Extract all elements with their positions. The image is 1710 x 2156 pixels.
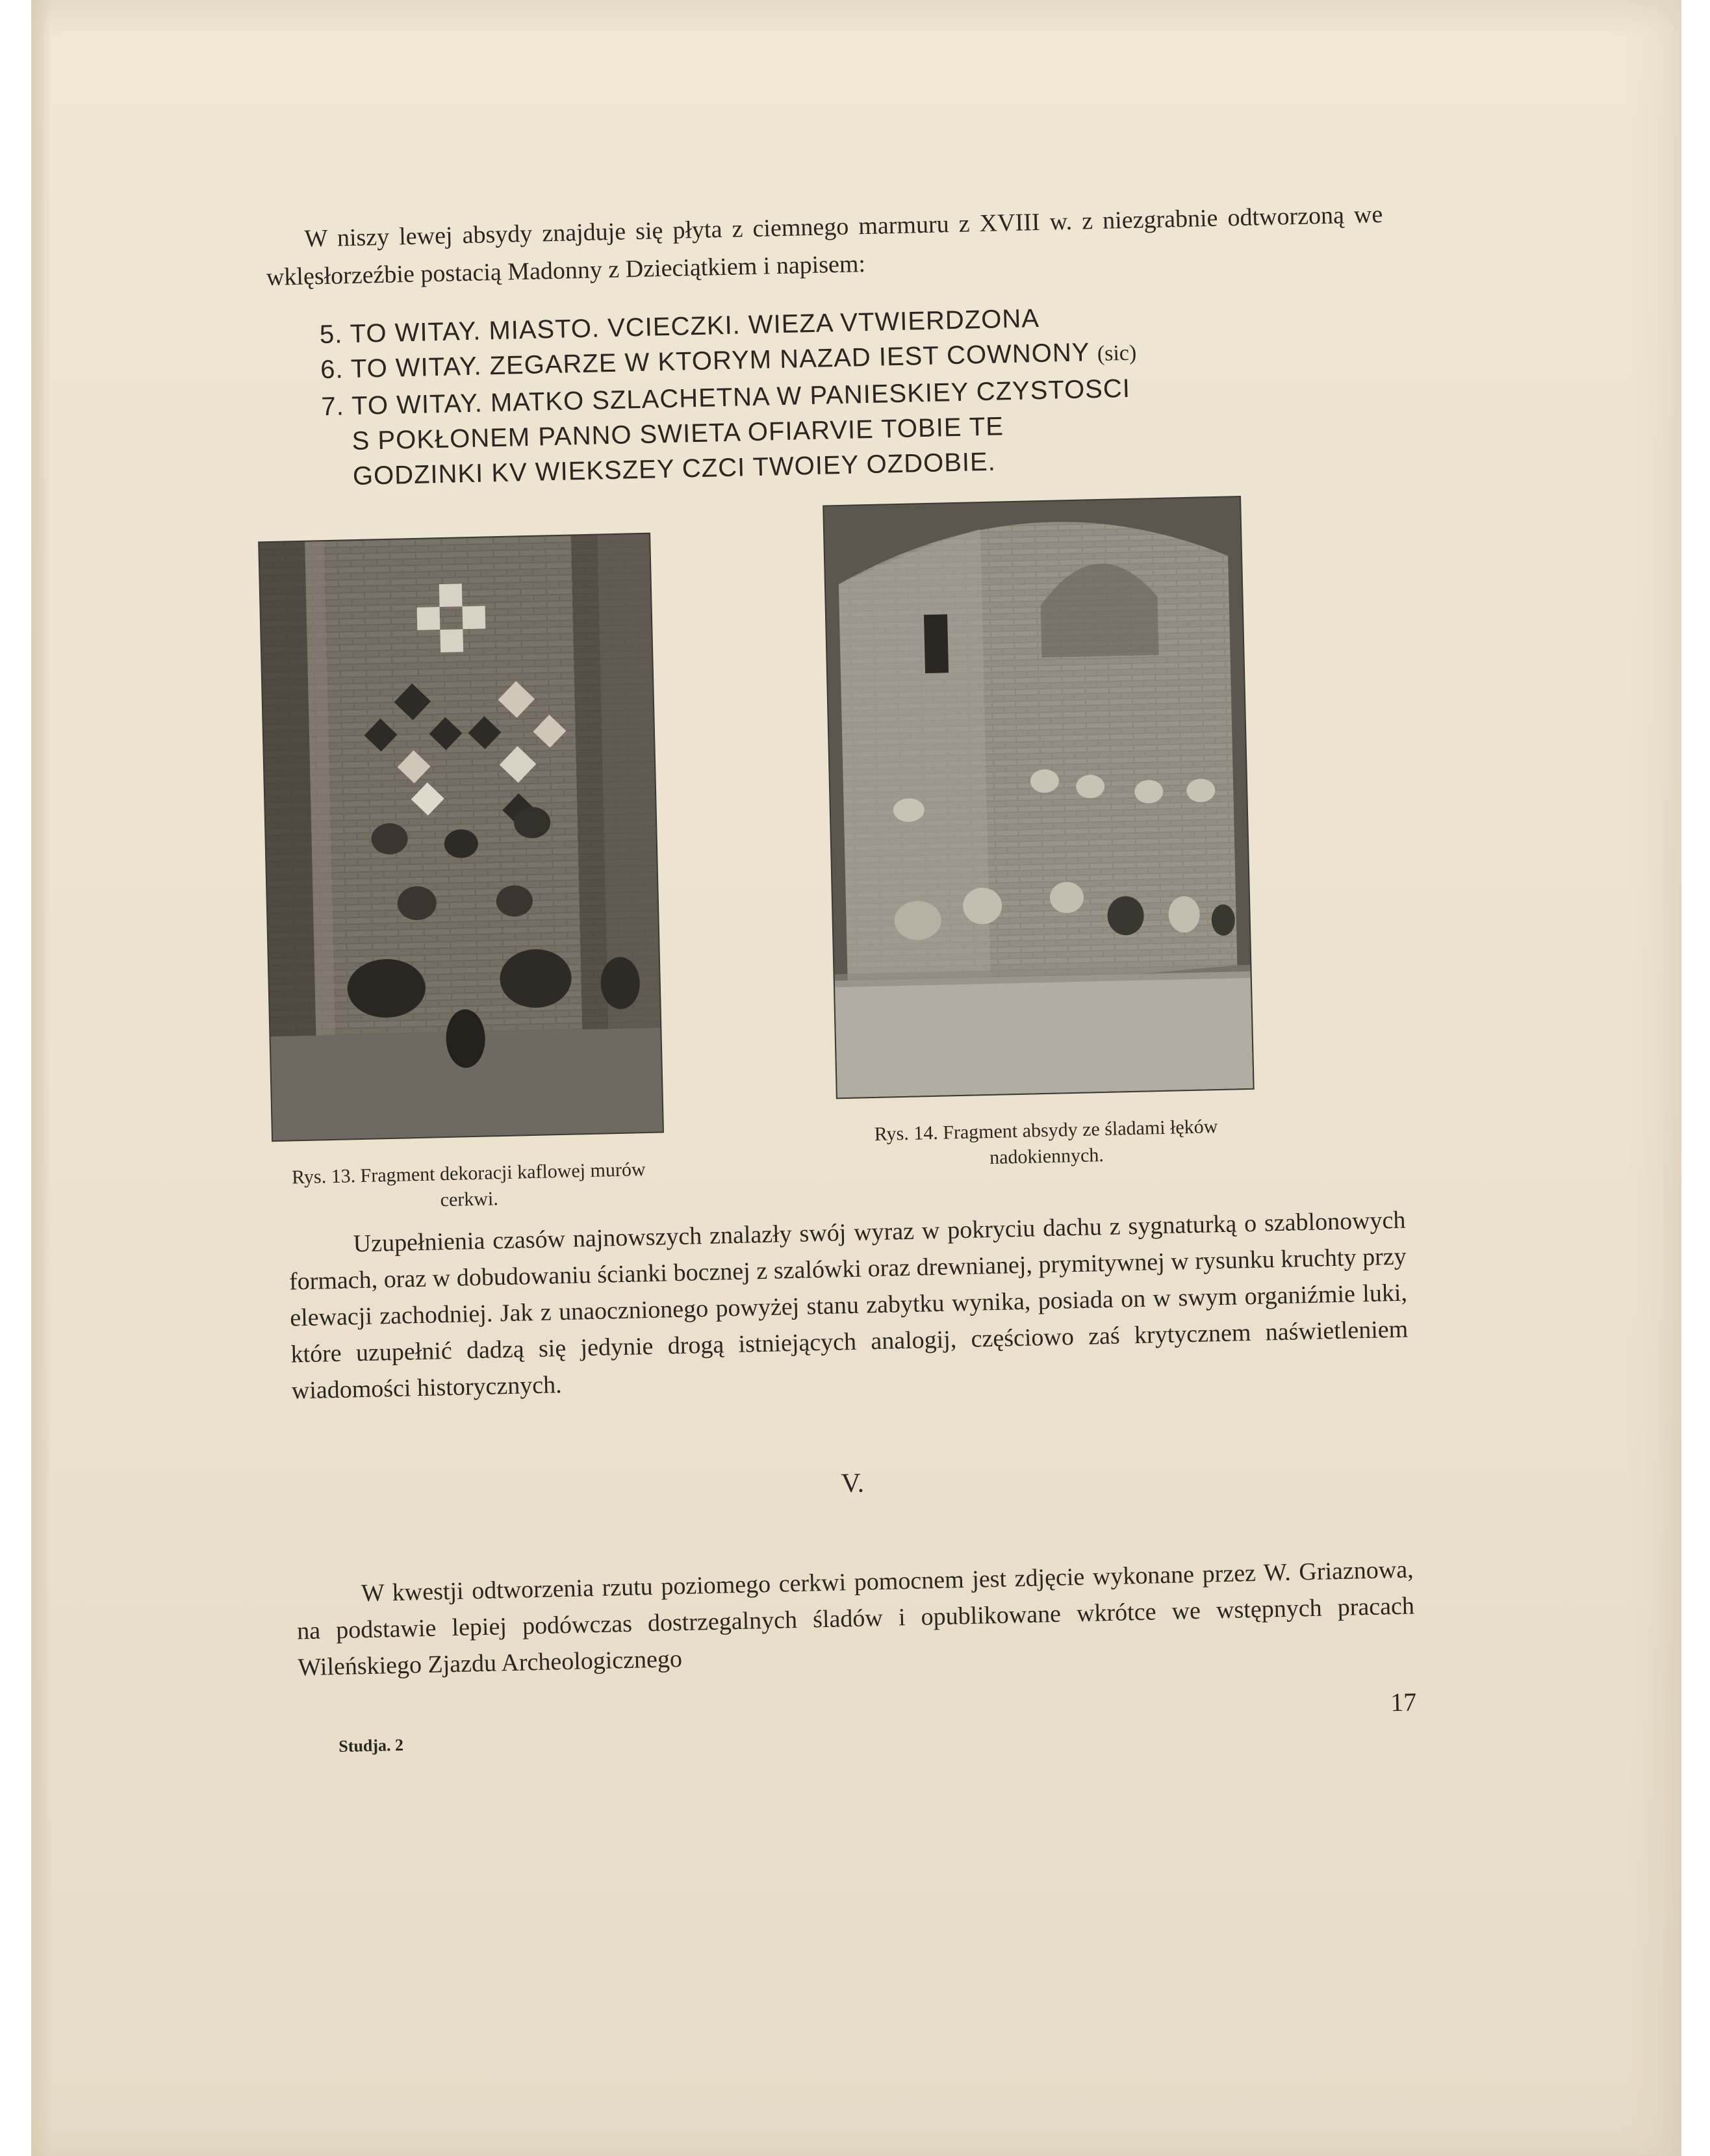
figure-13: [259, 534, 664, 1217]
figure-14-caption: Rys. 14. Fragment absydy ze śladami łęków nadokiennych.: [874, 1116, 1218, 1169]
section-heading: V.: [841, 1468, 865, 1499]
figure-13-photo: [259, 534, 663, 1140]
intro-paragraph: W niszy lewej absydy znajduje się płyta z ciemnego marmuru z XVIII w. z niezgrabnie odtworzoną we wklęsłorzeźbie postacią Madonny z Dzieciątkiem i napisem:: [266, 200, 1383, 291]
inscription-block: [319, 293, 1388, 494]
figure-14-photo: [824, 497, 1253, 1097]
tiled-wall-photo-icon: [259, 534, 663, 1140]
body-paragraph: W kwestji odtworzenia rzutu poziomego cerkwi pomocnem jest zdjęcie wykonane przez W. Griaznowa, na podstawie lepiej podówczas dostrzegalnych śladów i opublikowane wkrótce we wstępnych pracach Wileńskiego Zjazdu Archeologicznego: [296, 1556, 1415, 1682]
inscription-line-text: 7. TO WITAY. MATKO SZLACHETNA W PANIESKIEY CZYSTOSCI: [321, 374, 1131, 422]
sic-note: (sic): [1097, 340, 1137, 366]
figure-13-caption: Rys. 13. Fragment dekoracji kaflowej murów cerkwi.: [291, 1159, 646, 1211]
figure-14: [824, 497, 1255, 1174]
document-page: [31, 0, 1681, 2156]
inscription-line-text: 6. TO WITAY. ZEGARZE W KTORYM NAZAD IEST COWNONY: [320, 338, 1090, 385]
page-footer: [299, 1686, 1417, 1764]
apse-photo-icon: [824, 497, 1253, 1097]
page-content: [265, 196, 1417, 1764]
inscription-line-text: GODZINKI KV WIEKSZEY CZCI TWOIEY OZDOBIE.: [352, 447, 997, 491]
page-number: 17: [1390, 1687, 1417, 1717]
body-paragraph: Uzupełnienia czasów najnowszych znalazły swój wyraz w pokryciu dachu z sygnaturką o szablonowych formach, oraz w dobudowaniu ścianki bocznej z szalówki oraz drewnianej, prymitywnej w rysunku kruchty przy elewacji zachodniej. Jak z unaocznionego powyżej stanu zabytku wynika, posiada on w swym organiźmie luki, które uzupełnić dadzą się jedynie drogą istniejących analogij, częściowo zaś krytycznem naświetleniem wiadomości historycznych.: [288, 1206, 1409, 1405]
signature-mark: Studja. 2: [338, 1735, 404, 1756]
inscription-line-text: 5. TO WITAY. MIASTO. VCIECZKI. WIEZA VTWIERDZONA: [319, 304, 1040, 350]
inscription-line-text: S POKŁONEM PANNO SWIETA OFIARVIE TOBIE TE: [351, 412, 1004, 456]
figures-row: [272, 494, 1405, 1227]
page-edge-shadow: [31, 0, 51, 2156]
